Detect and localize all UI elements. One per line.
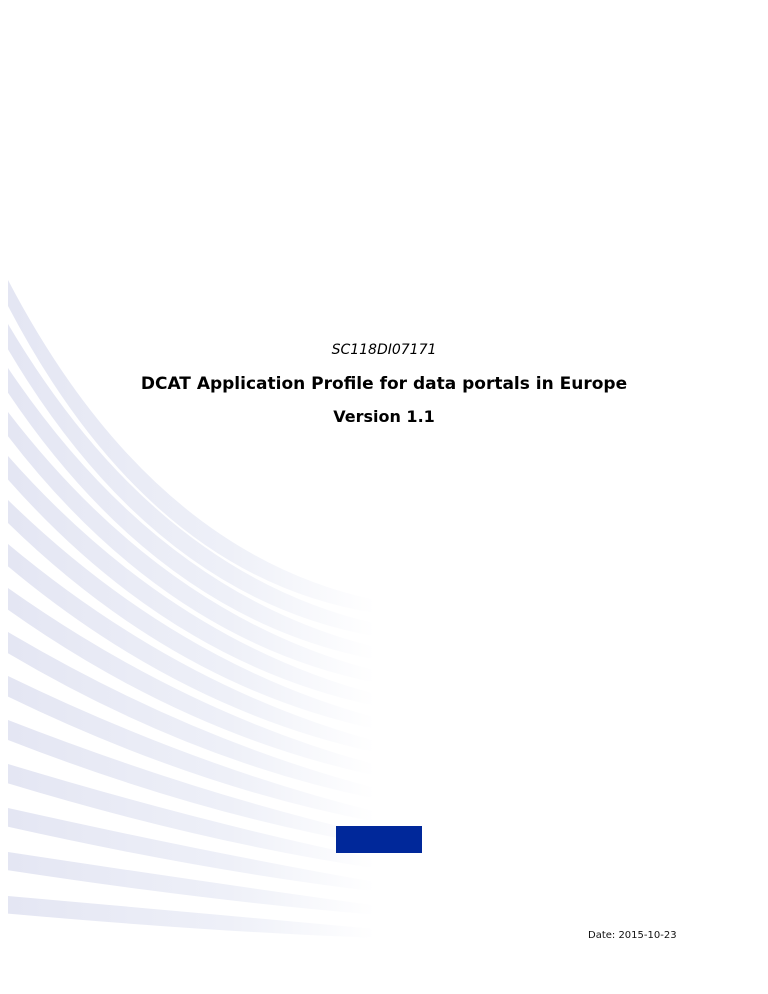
document-title: DCAT Application Profile for data portals in Europe bbox=[140, 374, 628, 394]
logo-block bbox=[336, 826, 422, 853]
document-code: SC118DI07171 bbox=[331, 342, 437, 358]
document-version: Version 1.1 bbox=[333, 407, 435, 426]
document-date: Date: 2015-10-23 bbox=[588, 930, 677, 941]
